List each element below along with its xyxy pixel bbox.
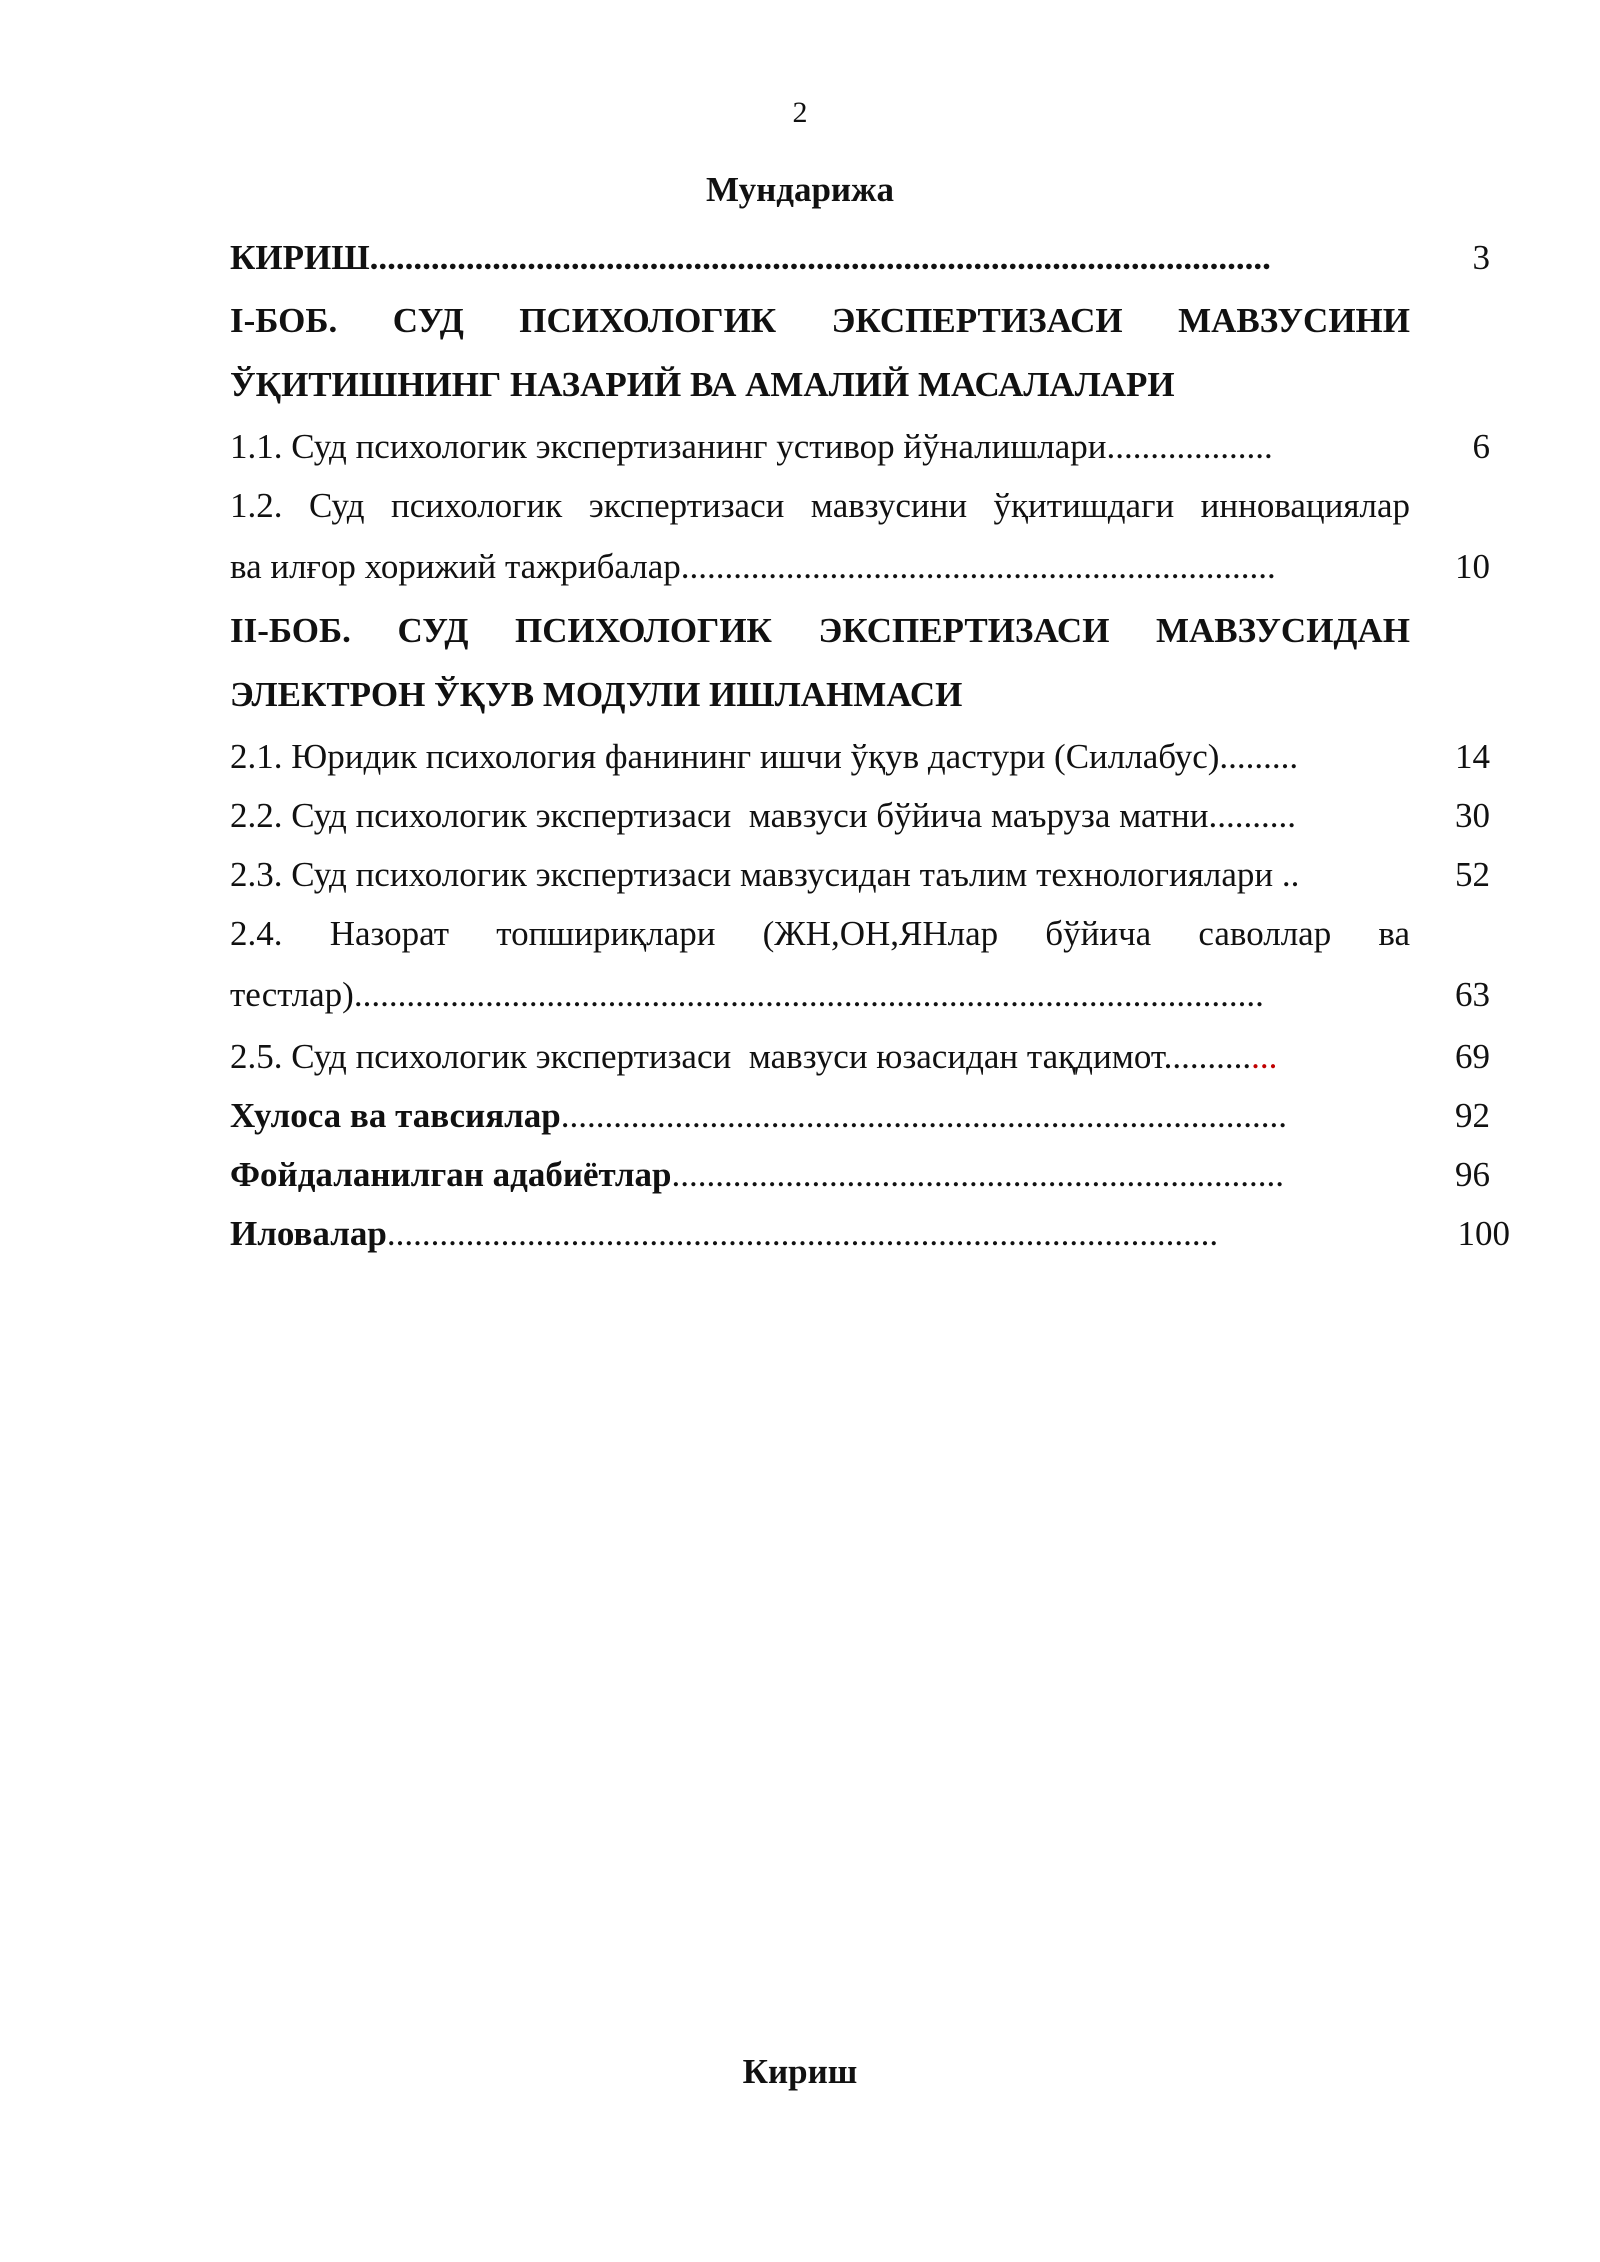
toc-page-number: 10 [1455, 547, 1490, 586]
toc-dot-leader: ...................................................................... [671, 1155, 1284, 1194]
toc-entry-label: 2.1. Юридик психология фанининг ишчи ўқув дастури (Силлабус) [230, 737, 1220, 776]
toc-dot-leader: .......... [1208, 796, 1296, 835]
toc-entry-label-line-1: 2.4. Назорат топшириқлари (ЖН,ОН,ЯНлар бўйича саволлар ва [230, 914, 1410, 953]
toc-title: Мундарижа [706, 170, 894, 209]
toc-entry-conclusions [230, 1086, 1490, 1145]
toc-page-number: 69 [1455, 1037, 1490, 1076]
toc-dot-leader: ................................................................................... [560, 1096, 1288, 1135]
toc-entry-1-2 [230, 476, 1490, 599]
toc-entry-label-line-1: 1.2. Суд психологик экспертизаси мавзусини ўқитишдаги инновациялар [230, 486, 1410, 525]
toc-entry-label: 1.1. Суд психологик экспертизанинг устивор йўналишлари [230, 427, 1107, 466]
toc-entry-label-line-2: ва илғор хорижий тажрибалар [230, 547, 681, 586]
toc-dot-leader: ......... [1219, 737, 1299, 776]
toc-entry-2-2 [230, 786, 1490, 845]
toc-entry-label: 2.2. Суд психологик экспертизаси мавзуси бўйича маъруза матни [230, 796, 1209, 835]
toc-chapter-2 [230, 599, 1490, 727]
toc-entry-references [230, 1145, 1490, 1204]
section-heading-introduction: Кириш [742, 2052, 858, 2091]
toc-chapter-1-line-1: I-БОБ. СУД ПСИХОЛОГИК ЭКСПЕРТИЗАСИ МАВЗУСИНИ [230, 301, 1410, 340]
toc-page-number: 100 [1457, 1214, 1510, 1253]
toc-chapter-2-line-2: ЭЛЕКТРОН ЎҚУВ МОДУЛИ ИШЛАНМАСИ [230, 675, 963, 714]
toc-chapter-1-line-2: ЎҚИТИШНИНГ НАЗАРИЙ ВА АМАЛИЙ МАСАЛАЛАРИ [230, 365, 1175, 404]
toc-dot-leader: .................................................................... [680, 547, 1276, 586]
toc-entry-label-line-2: тестлар) [230, 975, 354, 1014]
toc-page-number: 63 [1455, 975, 1490, 1014]
toc-entry-label: 2.3. Суд психологик экспертизаси мавзусидан таълим технологиялари [230, 855, 1274, 894]
toc-dot-leader-red: ... [1251, 1037, 1278, 1076]
toc-dot-leader: ........................................................................................................ [353, 975, 1264, 1014]
toc-page-number: 96 [1455, 1155, 1490, 1194]
toc-page-number: 30 [1455, 796, 1490, 835]
toc-entry-2-3 [230, 845, 1490, 904]
toc-dot-leader: ....................................................................................................... [369, 238, 1271, 277]
toc-dot-leader: .......... [1163, 1037, 1252, 1076]
toc-chapter-2-line-1: II-БОБ. СУД ПСИХОЛОГИК ЭКСПЕРТИЗАСИ МАВЗУСИДАН [230, 611, 1410, 650]
toc-entry-introduction [230, 228, 1490, 287]
toc-dot-leader: .. [1273, 855, 1300, 894]
toc-entry-1-1 [230, 417, 1490, 476]
toc-dot-leader: ................... [1106, 427, 1273, 466]
toc-entry-label: КИРИШ [230, 238, 370, 277]
toc-entry-label: Иловалар [230, 1214, 387, 1253]
page-number: 2 [792, 96, 808, 129]
toc-page-number: 52 [1455, 855, 1490, 894]
toc-entry-label: Хулоса ва тавсиялар [230, 1096, 561, 1135]
toc-entry-label: Фойдаланилган адабиётлар [230, 1155, 672, 1194]
toc-entry-2-5 [230, 1027, 1490, 1086]
toc-entry-label: 2.5. Суд психологик экспертизаси мавзуси юзасидан тақдимот [230, 1037, 1164, 1076]
toc-page-number: 14 [1455, 737, 1490, 776]
toc-chapter-1 [230, 289, 1490, 417]
toc-dot-leader: ............................................................................................... [386, 1214, 1219, 1253]
table-of-contents [230, 228, 1510, 1263]
toc-page-number: 92 [1455, 1096, 1490, 1135]
toc-entry-2-4 [230, 904, 1490, 1027]
toc-entry-appendices [230, 1204, 1510, 1263]
toc-entry-2-1 [230, 727, 1490, 786]
toc-page-number: 6 [1472, 427, 1490, 466]
toc-page-number: 3 [1472, 238, 1490, 277]
